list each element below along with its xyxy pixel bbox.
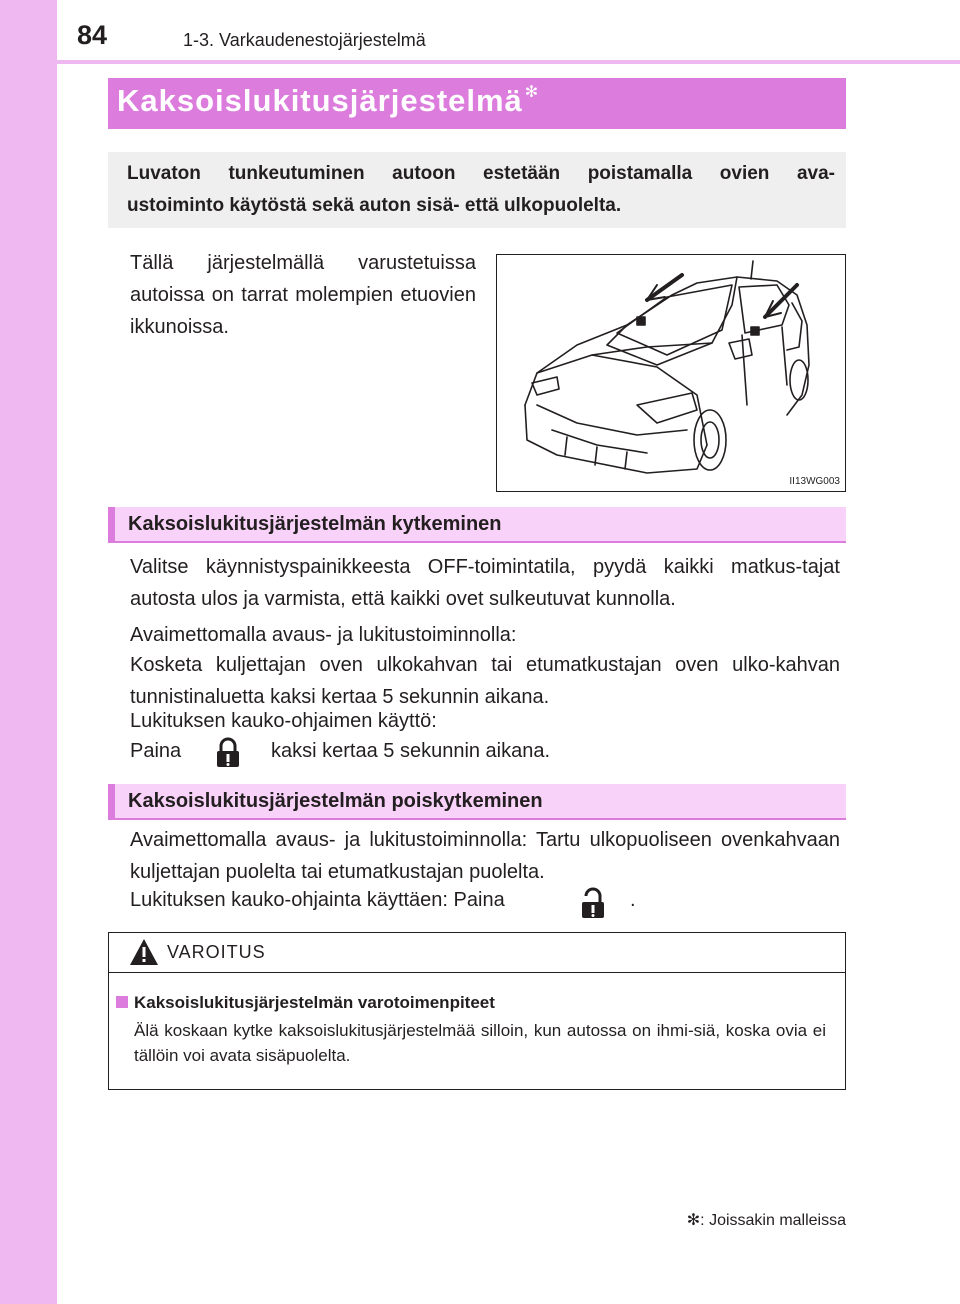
section-off-heading: Kaksoislukitusjärjestelmän poiskytkeminen [128,790,543,812]
warning-triangle-icon [129,938,159,966]
warning-text: Älä koskaan kytke kaksoislukitusjärjestelmää silloin, kun autossa on ihmi-siä, koska ovia ei tällöin voi avata sisäpuolelta. [134,1021,826,1065]
section-on-para2-line3: Lukituksen kauko-ohjaimen käyttö: [130,710,437,732]
warning-bullet [116,996,128,1008]
header-rule [57,60,960,64]
section-on-para2-line2: Kosketa kuljettajan oven ulkokahvan tai etumatkustajan oven ulko-kahvan tunnistinaluetta kaksi kertaa 5 sekunnin aikana. [130,654,840,708]
section-on-heading: Kaksoislukitusjärjestelmän kytkeminen [128,513,502,535]
car-figure [496,254,846,492]
section-off-rule [108,818,846,820]
section-on-rule [108,541,846,543]
page-number: 84 [77,20,108,50]
page-sidebar-tab [0,0,57,1304]
figure-code: II13WG003 [789,476,840,487]
car-illustration [497,255,846,492]
section-off-period: . [630,889,636,911]
page-title: Kaksoislukitusjärjestelmä ✻ [117,83,540,118]
section-on-para2-line1: Avaimettomalla avaus- ja lukitustoiminnolla: [130,624,517,646]
footnote-marker: ✻ [686,1212,701,1229]
section-header: 1-3. Varkaudenestojärjestelmä [183,30,426,50]
section-on-para1: Valitse käynnistyspainikkeesta OFF-toimintatila, pyydä kaikki matkus-tajat autosta ulos ja varmista, että kaikki ovet sulkeutuvat kunnolla. [130,556,840,610]
warning-subtitle: Kaksoislukitusjärjestelmän varotoimenpiteet [134,993,495,1012]
section-off-para1: Avaimettomalla avaus- ja lukitustoiminnolla: Tartu ulkopuoliseen ovenkahvaan kuljettajan puolelta tai etumatkustajan puolelta. [130,829,840,883]
intro-text: Luvaton tunkeutuminen autoon estetään poistamalla ovien ava- ustoiminto käytöstä sekä auton sisä- että ulkopuolelta. [127,163,835,216]
section-off-para2: Lukituksen kauko-ohjainta käyttäen: Paina [130,889,505,911]
footnote: ✻: Joissakin malleissa [686,1212,846,1229]
lock-open-icon [578,886,608,920]
press-after: kaksi kertaa 5 sekunnin aikana. [271,740,551,762]
press-label: Paina [130,740,182,762]
model-footnote-marker: ✻ [524,84,540,101]
warning-head-rule [108,972,846,973]
label-paragraph: Tällä järjestelmällä varustetuissa autoissa on tarrat molempien etuovien ikkunoissa. [130,252,476,338]
warning-title: VAROITUS [167,942,266,962]
lock-closed-icon [213,737,243,769]
